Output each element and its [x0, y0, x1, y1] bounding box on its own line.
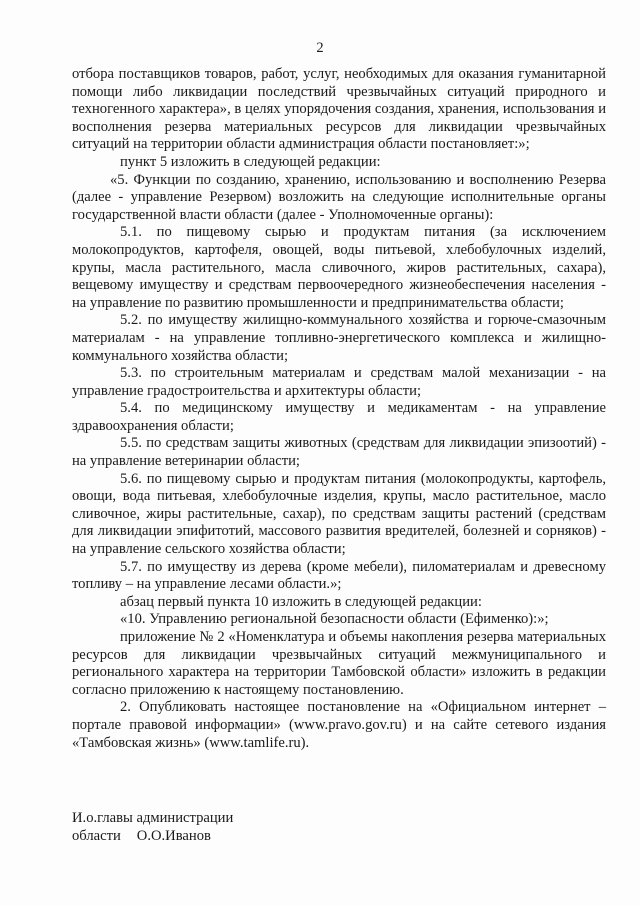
- paragraph: 5.5. по средствам защиты животных (средствам для ликвидации эпизоотий) - на управление ветеринарии области;: [72, 435, 606, 470]
- paragraph: 2. Опубликовать настоящее постановление на «Официальном интернет – портале правовой информации» (www.pravo.gov.ru) и на сайте сетевого издания «Тамбовская жизнь» (www.tamlife.ru).: [72, 699, 606, 751]
- paragraph: абзац первый пункта 10 изложить в следующей редакции:: [120, 593, 482, 610]
- paragraph: приложение № 2 «Номенклатура и объемы накопления резерва материальных ресурсов для ликвидации чрезвычайных ситуаций межмуниципального и регионального характера на территории Тамбовской области» изложить в редакции согласно приложению к настоящему постановлению.: [72, 629, 606, 698]
- signer-line: [72, 828, 233, 846]
- paragraph: 5.6. по пищевому сырью и продуктам питания (молокопродукты, картофель, овощи, вода питьевая, хлебобулочные изделия, крупы, масло растительное, масло сливочное, жиры растительные, сахар), по средствам защиты растений (средствам для ликвидации эпифитотий, массового развития вредителей, болезней и сорняков) - на управление сельского хозяйства области;: [72, 470, 606, 558]
- paragraph: 5.7. по имуществу из дерева (кроме мебели), пиломатериалам и древесному топливу – на управление лесами области.»;: [72, 558, 606, 593]
- paragraph: отбора поставщиков товаров, работ, услуг, необходимых для оказания гуманитарной помощи либо ликвидации последствий чрезвычайных ситуаций природного и техногенного характера», в целях упорядочения создания, хранения, использования и восполнения резерва материальных ресурсов для ликвидации чрезвычайных ситуаций на территории области администрация области постановляет:»;: [72, 66, 606, 153]
- signer-name: О.О.Иванов: [136, 827, 211, 844]
- document-body: [72, 66, 606, 752]
- paragraph: «10. Управлению региональной безопасности области (Ефименко):»;: [120, 611, 549, 628]
- paragraph: 5.2. по имуществу жилищно-коммунального хозяйства и горюче-смазочным материалам - на управление топливно-энергетического комплекса и жилищно-коммунального хозяйства области;: [72, 312, 606, 364]
- paragraph: «5. Функции по созданию, хранению, использованию и восполнению Резерва (далее - управление Резервом) возложить на следующие исполнительные органы государственной власти области (далее - Уполномоченные органы):: [72, 171, 606, 223]
- page-number: 2: [316, 40, 324, 56]
- paragraph: пункт 5 изложить в следующей редакции:: [120, 153, 381, 170]
- paragraph: 5.1. по пищевому сырью и продуктам питания (за исключением молокопродуктов, картофеля, овощей, воды питьевой, хлебобулочных изделий, крупы, масла растительного, масла сливочного, жиров растительных, сахара), вещевому имуществу и средствам первоочередного жизнеобеспечения населения - на управление по развитию промышленности и предпринимательства области;: [72, 224, 606, 311]
- paragraph: 5.4. по медицинскому имуществу и медикаментам - на управление здравоохранения области;: [72, 400, 606, 434]
- paragraph: 5.3. по строительным материалам и средствам малой механизации - на управление градостроительства и архитектуры области;: [72, 365, 606, 399]
- signer-title: И.о.главы администрации: [72, 810, 234, 826]
- signer-title-region: области: [72, 827, 121, 844]
- signature-block: [72, 810, 233, 845]
